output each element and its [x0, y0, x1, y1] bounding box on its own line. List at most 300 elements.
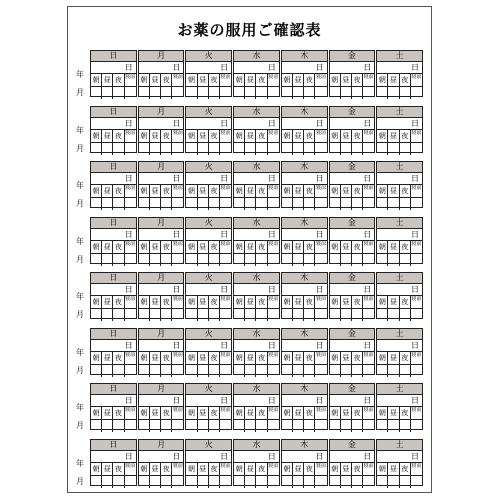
time-label: 夜: [256, 185, 267, 197]
day-cell: [329, 217, 376, 264]
time-label: 寝前: [315, 129, 326, 136]
check-box: [256, 420, 267, 432]
check-box: [245, 365, 256, 377]
check-row: [139, 198, 184, 210]
weekday-header: 火: [186, 51, 231, 62]
time-label: 寝前: [315, 296, 326, 302]
weekday-header: 土: [377, 51, 422, 62]
day-cell: [185, 161, 232, 208]
time-label: 昼: [341, 463, 352, 475]
check-box: [150, 420, 161, 432]
year-month-label: [72, 438, 88, 494]
check-box: [102, 476, 113, 488]
time-label: 寝前: [411, 240, 422, 247]
day-cell: [329, 106, 376, 153]
time-label: 昼: [341, 74, 352, 86]
day-cell: [281, 439, 328, 486]
date-field: 日: [282, 340, 327, 352]
check-row: [377, 87, 422, 99]
weekday-header: 木: [282, 440, 327, 451]
time-labels: [377, 407, 422, 420]
time-label: 寝前: [411, 296, 422, 302]
check-box: [352, 476, 363, 488]
week-row: [76, 160, 423, 216]
date-field: 日: [91, 284, 136, 296]
check-box: [245, 420, 256, 432]
check-box: [172, 476, 183, 488]
time-label: 夜: [256, 352, 267, 364]
check-box: [113, 254, 124, 266]
date-field: 日: [282, 173, 327, 185]
check-box: [293, 143, 304, 155]
time-label: 朝: [234, 241, 245, 253]
check-box: [411, 254, 422, 266]
time-label: 昼: [388, 463, 399, 475]
check-box: [220, 309, 231, 321]
time-label: 寝前: [411, 407, 422, 413]
weekday-header: 金: [330, 218, 375, 229]
check-box: [400, 198, 411, 210]
day-cell: [90, 106, 137, 153]
check-box: [209, 198, 220, 210]
time-label: 夜: [113, 74, 124, 86]
time-label: 寝前: [268, 407, 279, 413]
time-label: 昼: [198, 352, 209, 364]
time-label: 朝: [186, 407, 197, 419]
day-cell: [281, 383, 328, 430]
check-row: [139, 254, 184, 266]
time-label: 夜: [400, 241, 411, 253]
check-box: [172, 309, 183, 321]
check-row: [330, 198, 375, 210]
date-field: 日: [234, 451, 279, 463]
day-cell: [90, 272, 137, 319]
check-box: [91, 476, 102, 488]
time-label: 寝前: [363, 240, 374, 247]
date-field: 日: [234, 229, 279, 241]
check-box: [377, 309, 388, 321]
time-labels: [186, 463, 231, 476]
time-label: 朝: [282, 407, 293, 419]
time-label: 昼: [293, 241, 304, 253]
time-label: 夜: [352, 352, 363, 364]
time-label: 夜: [161, 352, 172, 364]
year-label: 年: [76, 347, 84, 357]
weekday-header: 金: [330, 162, 375, 173]
time-label: 朝: [234, 352, 245, 364]
time-label: 昼: [388, 241, 399, 253]
weekday-header: 木: [282, 273, 327, 284]
time-labels: [186, 296, 231, 309]
check-box: [113, 420, 124, 432]
time-label: 寝前: [172, 240, 183, 247]
check-box: [330, 254, 341, 266]
time-label: 夜: [352, 74, 363, 86]
check-row: [186, 365, 231, 377]
time-label: 昼: [245, 241, 256, 253]
weekday-header: 火: [186, 329, 231, 340]
check-box: [282, 87, 293, 99]
check-box: [234, 309, 245, 321]
weekday-header: 木: [282, 218, 327, 229]
weekday-header: 水: [234, 51, 279, 62]
check-box: [161, 420, 172, 432]
check-box: [304, 143, 315, 155]
time-label: 昼: [341, 185, 352, 197]
year-month-label: [72, 105, 88, 161]
check-box: [293, 420, 304, 432]
weekday-header: 火: [186, 273, 231, 284]
time-labels: [282, 463, 327, 476]
time-label: 寝前: [220, 351, 231, 358]
time-label: 夜: [400, 463, 411, 475]
day-cell: [376, 328, 423, 375]
time-label: 夜: [304, 130, 315, 142]
check-box: [293, 476, 304, 488]
time-label: 朝: [91, 296, 102, 308]
day-cell: [185, 439, 232, 486]
time-labels: [139, 296, 184, 309]
year-label: 年: [76, 292, 84, 301]
check-box: [161, 87, 172, 99]
time-label: 夜: [400, 352, 411, 364]
date-field: 日: [330, 340, 375, 352]
weekday-header: 日: [91, 107, 136, 118]
date-field: 日: [377, 395, 422, 407]
date-field: 日: [139, 173, 184, 185]
check-box: [256, 87, 267, 99]
time-label: 夜: [209, 296, 220, 308]
time-label: 朝: [282, 130, 293, 142]
weekday-header: 金: [330, 51, 375, 62]
check-box: [198, 143, 209, 155]
check-box: [198, 420, 209, 432]
time-label: 朝: [139, 296, 150, 308]
day-cell: [233, 328, 280, 375]
check-box: [341, 309, 352, 321]
time-label: 寝前: [411, 185, 422, 191]
day-cell: [233, 272, 280, 319]
check-box: [400, 365, 411, 377]
time-label: 昼: [388, 296, 399, 308]
time-label: 寝前: [411, 74, 422, 80]
time-label: 寝前: [363, 129, 374, 136]
check-box: [102, 143, 113, 155]
check-box: [139, 143, 150, 155]
check-box: [125, 365, 136, 377]
time-labels: [377, 296, 422, 309]
day-cell: [138, 439, 185, 486]
weekday-header: 土: [377, 273, 422, 284]
date-field: 日: [234, 284, 279, 296]
time-label: 夜: [209, 130, 220, 142]
check-box: [150, 198, 161, 210]
check-box: [198, 309, 209, 321]
check-box: [234, 476, 245, 488]
check-box: [388, 476, 399, 488]
check-row: [330, 309, 375, 321]
check-box: [341, 365, 352, 377]
time-label: 夜: [161, 185, 172, 197]
check-box: [91, 198, 102, 210]
check-box: [304, 420, 315, 432]
time-labels: [377, 463, 422, 476]
month-label: 月: [76, 254, 84, 264]
check-box: [220, 254, 231, 266]
check-box: [352, 198, 363, 210]
check-box: [363, 365, 374, 377]
time-label: 朝: [139, 74, 150, 86]
weekday-header: 月: [139, 440, 184, 451]
check-box: [91, 87, 102, 99]
time-label: 夜: [256, 130, 267, 142]
time-label: 昼: [102, 185, 113, 197]
check-box: [304, 365, 315, 377]
date-field: 日: [139, 451, 184, 463]
check-box: [234, 420, 245, 432]
time-label: 寝前: [172, 129, 183, 136]
check-box: [186, 198, 197, 210]
check-box: [209, 365, 220, 377]
check-box: [363, 309, 374, 321]
time-label: 寝前: [125, 74, 136, 80]
time-labels: [139, 241, 184, 254]
time-label: 昼: [198, 296, 209, 308]
check-box: [293, 198, 304, 210]
check-row: [282, 420, 327, 432]
check-box: [172, 87, 183, 99]
time-label: 夜: [113, 130, 124, 142]
check-box: [91, 143, 102, 155]
day-cell: [138, 106, 185, 153]
time-label: 朝: [91, 130, 102, 142]
check-box: [102, 420, 113, 432]
year-month-label: [72, 49, 88, 105]
time-label: 夜: [209, 463, 220, 475]
week-row: [76, 271, 423, 327]
time-labels: [91, 463, 136, 476]
time-labels: [234, 407, 279, 420]
check-box: [113, 476, 124, 488]
time-label: 昼: [198, 185, 209, 197]
check-box: [400, 143, 411, 155]
time-label: 寝前: [363, 185, 374, 191]
time-labels: [282, 352, 327, 365]
day-cell: [281, 217, 328, 264]
weekday-header: 木: [282, 107, 327, 118]
time-label: 夜: [161, 463, 172, 475]
check-box: [330, 198, 341, 210]
year-month-label: [72, 382, 88, 438]
time-label: 寝前: [220, 185, 231, 191]
time-labels: [186, 407, 231, 420]
check-box: [150, 254, 161, 266]
day-cell: [90, 439, 137, 486]
check-box: [282, 420, 293, 432]
weekday-header: 木: [282, 329, 327, 340]
time-label: 夜: [304, 74, 315, 86]
day-cell: [376, 161, 423, 208]
time-labels: [282, 185, 327, 198]
check-box: [245, 143, 256, 155]
time-label: 夜: [304, 352, 315, 364]
check-box: [341, 198, 352, 210]
weekday-header: 火: [186, 218, 231, 229]
check-box: [363, 476, 374, 488]
check-box: [304, 309, 315, 321]
time-labels: [139, 74, 184, 87]
date-field: 日: [330, 395, 375, 407]
time-label: 夜: [304, 463, 315, 475]
check-box: [352, 254, 363, 266]
time-label: 夜: [400, 185, 411, 197]
time-label: 朝: [282, 185, 293, 197]
time-label: 昼: [245, 185, 256, 197]
check-row: [91, 198, 136, 210]
check-box: [400, 476, 411, 488]
check-row: [330, 365, 375, 377]
time-label: 昼: [388, 130, 399, 142]
time-label: 昼: [102, 296, 113, 308]
check-box: [172, 365, 183, 377]
check-box: [91, 309, 102, 321]
check-box: [315, 309, 326, 321]
time-labels: [234, 130, 279, 143]
check-box: [293, 365, 304, 377]
check-box: [256, 365, 267, 377]
time-label: 昼: [388, 185, 399, 197]
year-label: 年: [76, 125, 84, 135]
check-row: [282, 309, 327, 321]
check-box: [330, 420, 341, 432]
check-box: [388, 309, 399, 321]
date-field: 日: [282, 395, 327, 407]
check-box: [209, 309, 220, 321]
time-label: 昼: [150, 407, 161, 419]
check-box: [113, 365, 124, 377]
date-field: 日: [139, 340, 184, 352]
check-row: [91, 476, 136, 488]
time-label: 夜: [113, 241, 124, 253]
time-label: 朝: [186, 352, 197, 364]
check-box: [139, 254, 150, 266]
weekday-header: 水: [234, 273, 279, 284]
time-label: 夜: [161, 407, 172, 419]
weekday-header: 月: [139, 218, 184, 229]
check-box: [315, 198, 326, 210]
check-box: [113, 309, 124, 321]
check-box: [139, 309, 150, 321]
check-row: [377, 365, 422, 377]
day-cell: [281, 106, 328, 153]
weekday-header: 日: [91, 51, 136, 62]
date-field: 日: [91, 340, 136, 352]
time-label: 寝前: [315, 407, 326, 413]
time-label: 昼: [150, 463, 161, 475]
check-box: [411, 365, 422, 377]
check-box: [256, 309, 267, 321]
time-label: 夜: [161, 296, 172, 308]
check-box: [268, 87, 279, 99]
weekday-header: 水: [234, 440, 279, 451]
check-row: [377, 254, 422, 266]
time-label: 朝: [234, 463, 245, 475]
check-box: [341, 143, 352, 155]
check-row: [282, 87, 327, 99]
day-cell: [138, 328, 185, 375]
time-label: 昼: [293, 74, 304, 86]
check-row: [186, 420, 231, 432]
date-field: 日: [234, 340, 279, 352]
date-field: 日: [377, 340, 422, 352]
time-label: 朝: [186, 296, 197, 308]
date-field: 日: [234, 395, 279, 407]
time-label: 夜: [113, 296, 124, 308]
check-row: [330, 87, 375, 99]
time-labels: [330, 241, 375, 254]
time-label: 朝: [139, 130, 150, 142]
check-box: [315, 143, 326, 155]
weekday-header: 木: [282, 162, 327, 173]
weekday-header: 土: [377, 218, 422, 229]
check-box: [341, 420, 352, 432]
time-labels: [330, 74, 375, 87]
check-box: [139, 420, 150, 432]
check-row: [139, 143, 184, 155]
check-box: [400, 254, 411, 266]
month-label: 月: [76, 310, 84, 319]
date-field: 日: [186, 173, 231, 185]
weekday-header: 月: [139, 273, 184, 284]
check-box: [282, 143, 293, 155]
check-box: [102, 87, 113, 99]
time-label: 朝: [186, 463, 197, 475]
time-label: 朝: [91, 352, 102, 364]
date-field: 日: [139, 62, 184, 74]
date-field: 日: [186, 62, 231, 74]
time-label: 昼: [150, 185, 161, 197]
time-label: 昼: [150, 241, 161, 253]
day-cell: [233, 106, 280, 153]
time-label: 昼: [102, 241, 113, 253]
check-box: [377, 198, 388, 210]
check-row: [282, 254, 327, 266]
date-field: 日: [186, 340, 231, 352]
check-box: [341, 87, 352, 99]
day-cell: [329, 439, 376, 486]
weekday-header: 水: [234, 329, 279, 340]
time-label: 夜: [400, 296, 411, 308]
check-box: [198, 476, 209, 488]
time-labels: [139, 130, 184, 143]
weekday-header: 金: [330, 329, 375, 340]
time-label: 朝: [234, 296, 245, 308]
time-label: 昼: [293, 185, 304, 197]
time-label: 夜: [304, 407, 315, 419]
check-box: [315, 365, 326, 377]
check-row: [234, 309, 279, 321]
check-box: [388, 254, 399, 266]
weekday-header: 月: [139, 162, 184, 173]
check-box: [209, 87, 220, 99]
time-label: 夜: [256, 463, 267, 475]
check-box: [198, 365, 209, 377]
check-box: [388, 87, 399, 99]
week-row: [76, 382, 423, 438]
time-label: 寝前: [411, 462, 422, 469]
check-box: [352, 309, 363, 321]
check-box: [268, 420, 279, 432]
